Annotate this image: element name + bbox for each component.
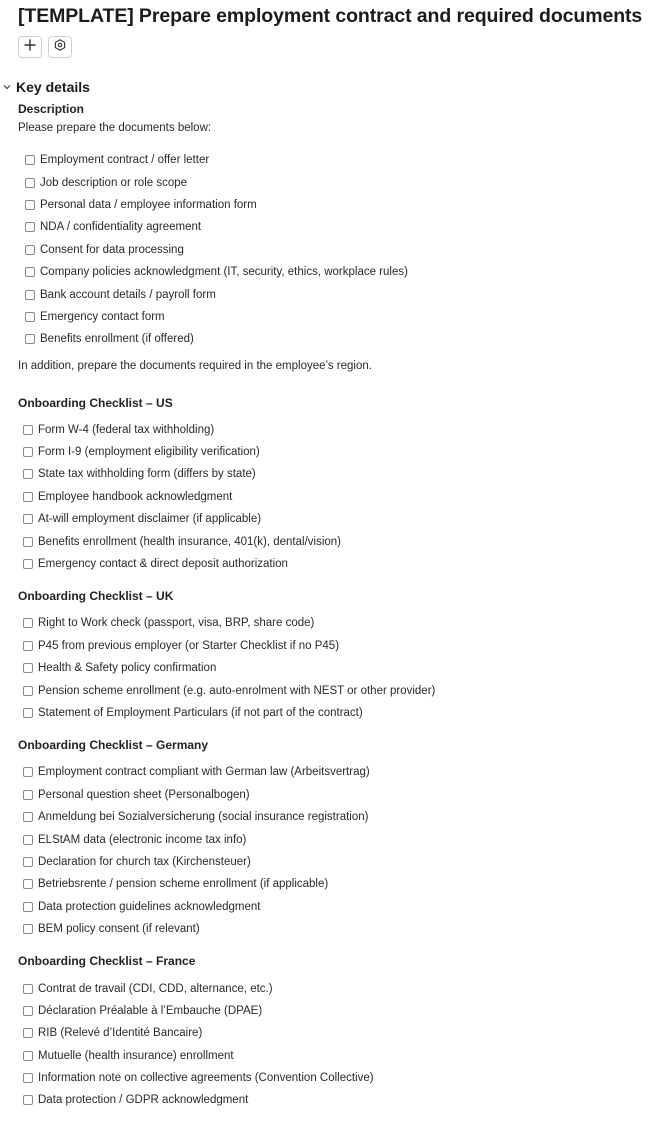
checkbox[interactable] <box>25 312 35 322</box>
toolbar <box>18 36 72 58</box>
checklist-item-label: Form I-9 (employment eligibility verification) <box>38 446 260 459</box>
checkbox[interactable] <box>25 155 35 165</box>
checklist-item-label: State tax withholding form (differs by state) <box>38 468 256 481</box>
checklist-item <box>18 828 648 850</box>
checklist-item <box>18 216 648 238</box>
checklist-item <box>18 1000 648 1022</box>
checklist-item-label: Anmeldung bei Sozialversicherung (social insurance registration) <box>38 811 369 824</box>
checklist-item-label: Personal question sheet (Personalbogen) <box>38 788 250 801</box>
region-checklists <box>18 396 648 1112</box>
checkbox[interactable] <box>23 641 33 651</box>
checklist-item-label: Company policies acknowledgment (IT, security, ethics, workplace rules) <box>40 266 408 279</box>
checklist-item <box>18 239 648 261</box>
region-checklist <box>18 738 648 940</box>
checkbox[interactable] <box>23 559 33 569</box>
checklist-item-label: Contrat de travail (CDI, CDD, alternance, etc.) <box>38 982 273 995</box>
checklist-item-label: Employment contract compliant with German law (Arbeitsvertrag) <box>38 766 370 779</box>
checkbox[interactable] <box>23 618 33 628</box>
checklist-item-label: Statement of Employment Particulars (if not part of the contract) <box>38 707 363 719</box>
checklist-item <box>18 1022 648 1044</box>
settings-button[interactable] <box>48 36 72 58</box>
checkbox[interactable] <box>23 1028 33 1038</box>
checklist-item <box>18 977 648 999</box>
checklist-item-label: Emergency contact form <box>40 310 165 323</box>
checklist-item-label: Data protection / GDPR acknowledgment <box>38 1094 249 1107</box>
checklist-item-label: Job description or role scope <box>40 176 188 189</box>
checklist-item <box>18 419 648 441</box>
checklist-item-label: Employment contract / offer letter <box>40 154 210 167</box>
checklist-item <box>18 553 648 575</box>
checklist-item-label: Benefits enrollment (if offered) <box>40 333 194 346</box>
checkbox[interactable] <box>23 790 33 800</box>
checkbox[interactable] <box>23 879 33 889</box>
checkbox[interactable] <box>25 290 35 300</box>
description-label: Description <box>18 102 85 116</box>
checklist-item-label: Déclaration Préalable à l’Embauche (DPAE) <box>38 1004 263 1017</box>
checklist-item-label: Emergency contact & direct deposit authorization <box>38 558 288 571</box>
checklist-item <box>18 283 648 305</box>
region-note: In addition, prepare the documents required in the employee’s region. <box>18 359 372 372</box>
checklist-item <box>18 328 648 350</box>
checklist-item-label: Right to Work check (passport, visa, BRP, share code) <box>38 617 315 630</box>
checklist-item <box>18 635 648 657</box>
checkbox[interactable] <box>23 708 33 718</box>
checkbox[interactable] <box>23 984 33 994</box>
checklist-item-label: BEM policy consent (if relevant) <box>38 923 200 936</box>
checklist-item <box>18 761 648 783</box>
checkbox[interactable] <box>23 1006 33 1016</box>
checklist-item-label: NDA / confidentiality agreement <box>40 221 202 234</box>
checklist-item <box>18 918 648 940</box>
checklist-item <box>18 702 648 724</box>
checklist-item <box>18 306 648 328</box>
checkbox[interactable] <box>25 334 35 344</box>
checklist-item <box>18 806 648 828</box>
checkbox[interactable] <box>23 835 33 845</box>
checkbox[interactable] <box>25 222 35 232</box>
checklist-item-label: Employee handbook acknowledgment <box>38 490 233 503</box>
checklist-item <box>18 896 648 918</box>
checklist-item-label: Consent for data processing <box>40 243 184 256</box>
checklist-item-label: Personal data / employee information form <box>40 198 257 211</box>
checklist-item <box>18 1067 648 1089</box>
description-intro: Please prepare the documents below: <box>18 122 212 134</box>
checklist-item <box>18 149 648 171</box>
key-details-content <box>18 102 648 1112</box>
checklist-item <box>18 612 648 634</box>
checkbox[interactable] <box>23 537 33 547</box>
checklist-item <box>18 261 648 283</box>
key-details-toggle[interactable] <box>0 77 90 97</box>
checklist-item-label: Information note on collective agreements (Convention Collective) <box>38 1072 374 1085</box>
checkbox[interactable] <box>23 469 33 479</box>
chevron-down-icon <box>0 82 16 92</box>
checklist-item <box>18 873 648 895</box>
checklist-item <box>18 530 648 552</box>
checklist-title: Onboarding Checklist – France <box>18 954 196 969</box>
checklist-item-label: RIB (Relevé d’Identité Bancaire) <box>38 1027 203 1040</box>
checkbox[interactable] <box>25 267 35 277</box>
checklist-item <box>18 679 648 701</box>
checklist-item <box>18 851 648 873</box>
checkbox[interactable] <box>23 663 33 673</box>
checklist-item <box>18 1045 648 1067</box>
checklist-item-label: At-will employment disclaimer (if applicable) <box>38 513 262 526</box>
checklist-item-label: Bank account details / payroll form <box>40 288 216 301</box>
plus-icon <box>24 38 36 56</box>
region-checklist <box>18 589 648 724</box>
checklist-item-label: Pension scheme enrollment (e.g. auto-enrolment with NEST or other provider) <box>38 684 436 697</box>
checklist-item-label: Form W-4 (federal tax withholding) <box>38 423 215 436</box>
page-title: [TEMPLATE] Prepare employment contract and required documents <box>18 5 643 27</box>
key-details-heading: Key details <box>16 79 90 95</box>
checklist-item <box>18 194 648 216</box>
checklist-title: Onboarding Checklist – UK <box>18 589 174 604</box>
checkbox[interactable] <box>23 924 33 934</box>
checklist-item <box>18 441 648 463</box>
checklist-item-label: Mutuelle (health insurance) enrollment <box>38 1049 234 1062</box>
region-checklist <box>18 396 648 576</box>
checklist-item <box>18 171 648 193</box>
checklist-item-label: P45 from previous employer (or Starter Checklist if no P45) <box>38 639 340 652</box>
checklist-item-label: Benefits enrollment (health insurance, 401(k), dental/vision) <box>38 535 341 548</box>
checkbox[interactable] <box>25 178 35 188</box>
checklist-item <box>18 784 648 806</box>
checklist-item-label: ELStAM data (electronic income tax info) <box>38 833 247 846</box>
checklist-item <box>18 463 648 485</box>
checklist-title: Onboarding Checklist – US <box>18 395 173 410</box>
checkbox[interactable] <box>23 1051 33 1061</box>
checklist-item-label: Data protection guidelines acknowledgment <box>38 900 261 913</box>
checkbox[interactable] <box>23 812 33 822</box>
checklist-title: Onboarding Checklist – Germany <box>18 738 209 753</box>
checkbox[interactable] <box>23 514 33 524</box>
checkbox[interactable] <box>23 425 33 435</box>
checkbox[interactable] <box>23 686 33 696</box>
key-details-checklist <box>18 149 648 351</box>
checkbox[interactable] <box>25 200 35 210</box>
hexagon-settings-icon <box>54 38 66 56</box>
checkbox[interactable] <box>23 767 33 777</box>
checklist-item <box>18 486 648 508</box>
checkbox[interactable] <box>23 1073 33 1083</box>
checklist-item-label: Health & Safety policy confirmation <box>38 662 217 675</box>
checkbox[interactable] <box>23 1095 33 1105</box>
checkbox[interactable] <box>23 447 33 457</box>
region-checklist <box>18 954 648 1111</box>
checkbox[interactable] <box>23 492 33 502</box>
checkbox[interactable] <box>23 857 33 867</box>
checklist-item-label: Betriebsrente / pension scheme enrollment (if applicable) <box>38 878 329 891</box>
checkbox[interactable] <box>25 245 35 255</box>
checklist-item-label: Declaration for church tax (Kirchensteuer) <box>38 855 251 868</box>
checklist-item <box>18 657 648 679</box>
checkbox[interactable] <box>23 902 33 912</box>
checklist-item <box>18 1089 648 1111</box>
add-button[interactable] <box>18 36 42 58</box>
checklist-item <box>18 508 648 530</box>
